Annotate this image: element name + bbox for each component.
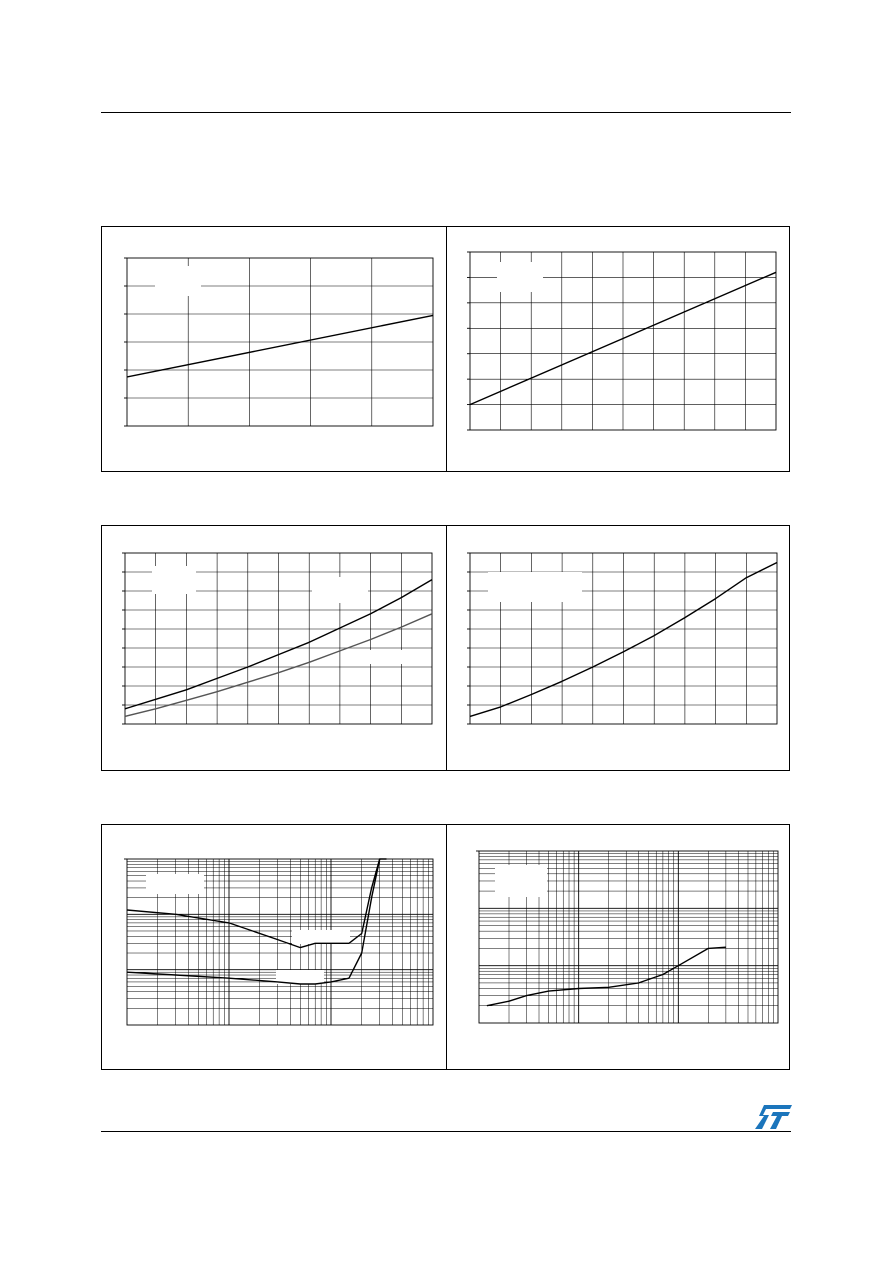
legend-box xyxy=(312,577,368,603)
footer-rule xyxy=(101,1131,791,1132)
chart-2 xyxy=(467,252,776,430)
series-line-1 xyxy=(127,315,433,377)
legend-box xyxy=(152,566,196,594)
legend-box xyxy=(497,262,543,292)
legend-box xyxy=(292,930,350,944)
st-logo-shape xyxy=(755,1105,792,1129)
chart-4 xyxy=(467,553,777,724)
chart-5 xyxy=(124,859,433,1025)
st-logo-icon xyxy=(752,1104,792,1130)
legend-box xyxy=(495,865,547,897)
chart-6 xyxy=(476,851,778,1023)
legend-box xyxy=(488,572,582,602)
legend-box xyxy=(354,650,404,664)
series-line-1 xyxy=(487,947,726,1006)
chart-1 xyxy=(124,258,433,426)
legend-box xyxy=(155,266,201,296)
chart-3 xyxy=(122,553,432,724)
legend-box xyxy=(146,874,204,894)
